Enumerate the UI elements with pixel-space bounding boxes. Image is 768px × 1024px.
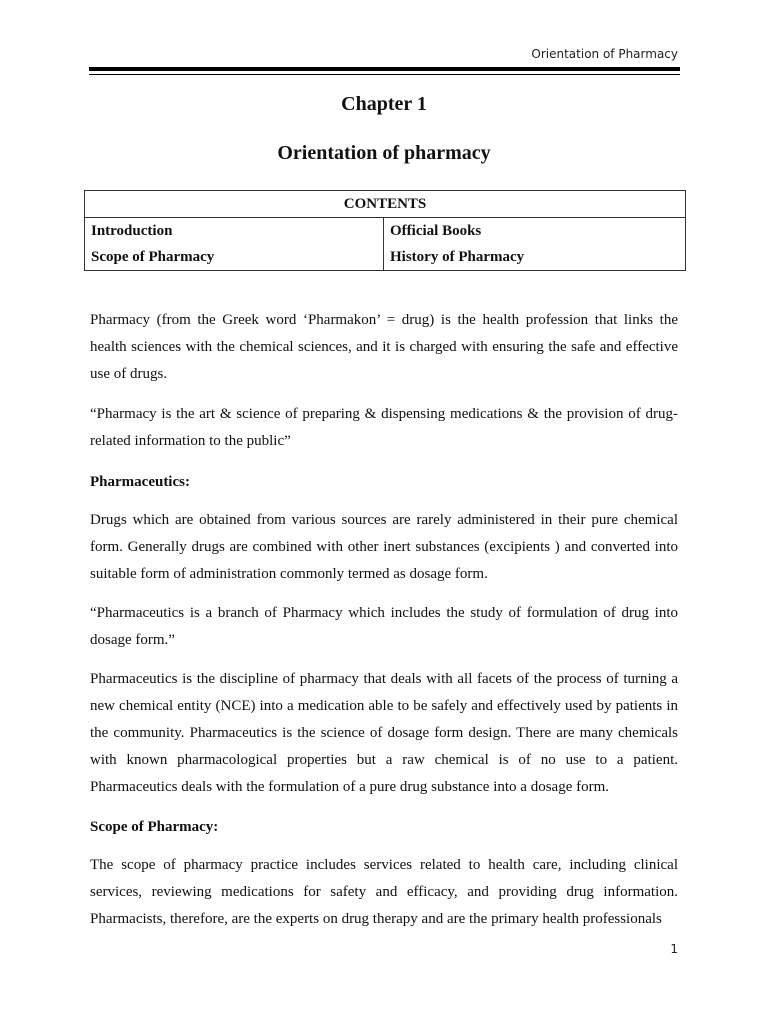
header-rule-thin — [89, 74, 680, 75]
contents-item-introduction: Introduction — [85, 218, 384, 245]
paragraph-pharmaceutics-discipline: Pharmaceutics is the discipline of pharmacy that deals with all facets of the process of turning a new chemical entity (NCE) into a medication able to be safely and effectively used by patients in the community. Pharmaceutics is the science of dosage form design. There are many chemicals with known pharmacological properties but a raw chemical is of no use to a patient. Pharmaceutics deals with the formulation of a pure drug substance into a dosage form. — [90, 671, 678, 795]
page-number: 1 — [670, 942, 678, 956]
paragraph-definition: Pharmacy (from the Greek word ‘Pharmakon’ = drug) is the health profession that links the health sciences with the chemical sciences, and it is charged with ensuring the safe and effective use of drugs. — [90, 312, 678, 382]
paragraph-quote-pharmacy: “Pharmacy is the art & science of preparing & dispensing medications & the provision of drug-related information to the public” — [90, 406, 678, 449]
contents-heading: CONTENTS — [85, 191, 686, 218]
paragraph-scope: The scope of pharmacy practice includes services related to health care, including clinical services, reviewing medications for safety and efficacy, and providing drug information. Pharmacists, therefore, are the experts on drug therapy and are the primary health professionals — [90, 857, 678, 927]
chapter-title: Orientation of pharmacy — [277, 142, 491, 164]
heading-scope: Scope of Pharmacy: — [90, 819, 219, 835]
paragraph-dosage-form: Drugs which are obtained from various sources are rarely administered in their pure chemical form. Generally drugs are combined with other inert substances (excipients ) and converted into suitable form of administration commonly termed as dosage form. — [90, 512, 678, 582]
contents-table — [84, 190, 686, 271]
header-rule-thick — [89, 67, 680, 71]
contents-item-official-books: Official Books — [384, 218, 686, 245]
table-row — [85, 244, 686, 271]
table-row — [85, 218, 686, 245]
heading-pharmaceutics: Pharmaceutics: — [90, 474, 190, 490]
contents-item-history: History of Pharmacy — [384, 244, 686, 271]
running-header: Orientation of Pharmacy — [531, 47, 678, 61]
contents-item-scope: Scope of Pharmacy — [85, 244, 384, 271]
chapter-label: Chapter 1 — [341, 93, 427, 115]
paragraph-quote-pharmaceutics: “Pharmaceutics is a branch of Pharmacy which includes the study of formulation of drug into dosage form.” — [90, 605, 678, 648]
